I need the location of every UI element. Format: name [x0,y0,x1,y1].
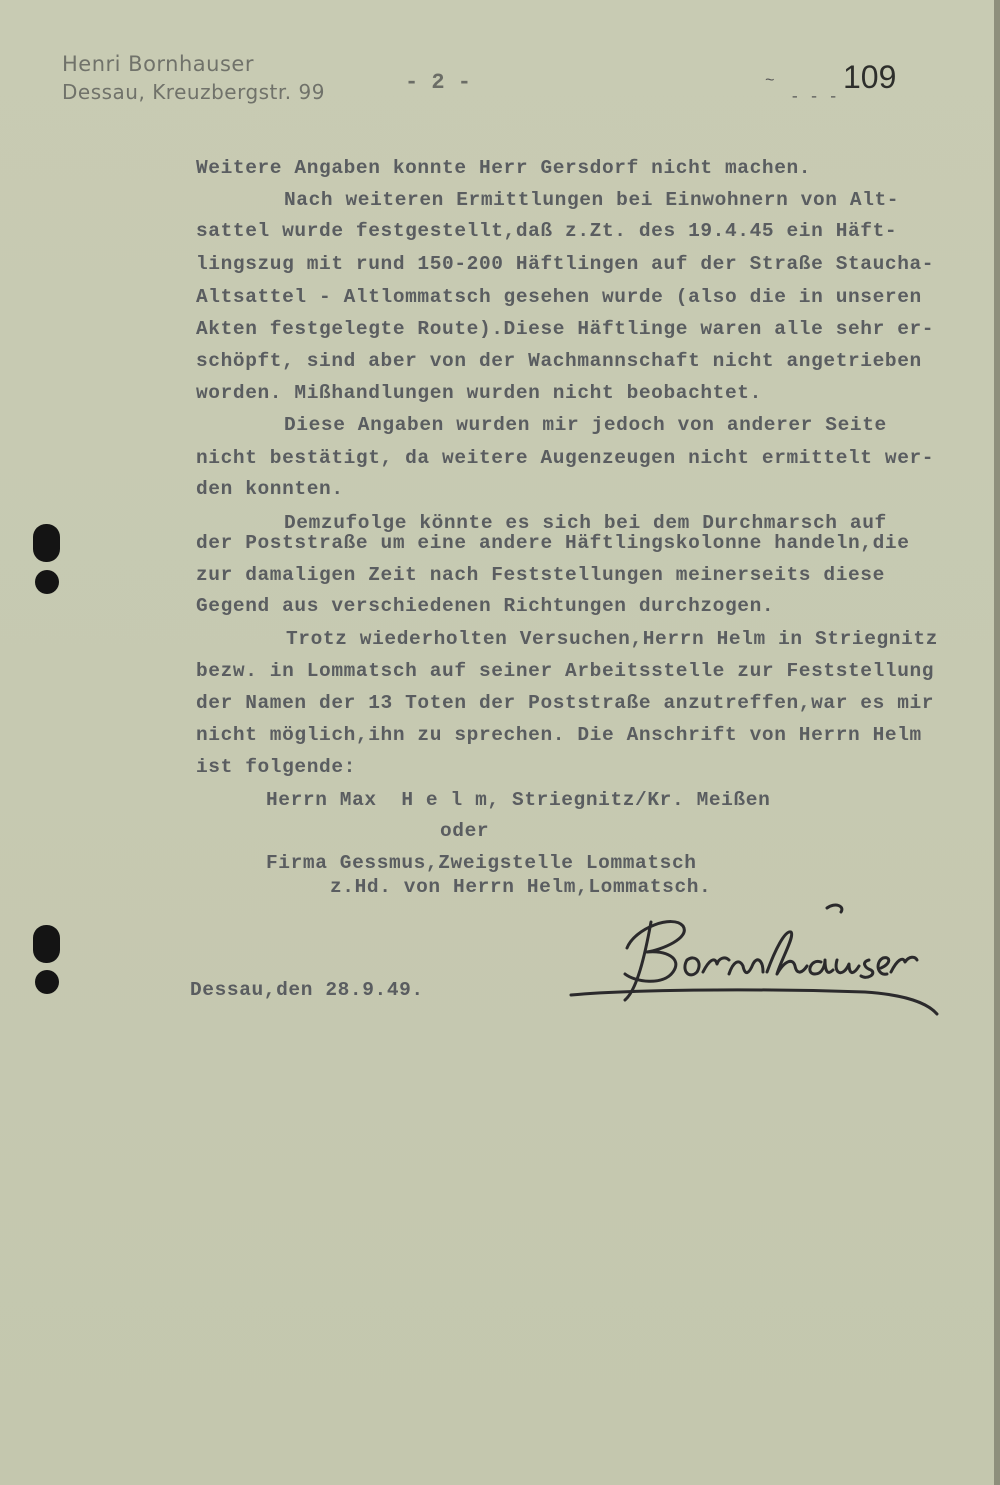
body-line: Nach weiteren Ermittlungen bei Einwohnern von Alt- [284,189,900,211]
punch-hole [33,925,60,963]
body-line: der Poststraße um eine andere Häftlingskolonne handeln,die [196,532,910,554]
body-line: Akten festgelegte Route).Diese Häftlinge waren alle sehr er- [196,318,935,340]
pencil-mark: ~ [765,72,775,90]
address-line: Herrn Max H e l m, Striegnitz/Kr. Meißen [266,789,771,811]
body-line: zur damaligen Zeit nach Feststellungen meinerseits diese [196,564,885,586]
body-line: Altsattel - Altlommatsch gesehen wurde (also die in unseren [196,286,922,308]
address-line: Firma Gessmus,Zweigstelle Lommatsch [266,852,697,874]
page-edge [994,0,1000,1485]
letterhead-name: Henri Bornhauser [62,52,254,76]
letterhead-address: Dessau, Kreuzbergstr. 99 [62,80,325,104]
body-line: Weitere Angaben konnte Herr Gersdorf nicht machen. [196,157,812,179]
punch-hole [33,524,60,562]
date-line: Dessau,den 28.9.49. [190,979,424,1001]
punch-hole [35,970,59,994]
pencil-mark: - - - [790,88,839,106]
body-line: den konnten. [196,478,344,500]
body-line: bezw. in Lommatsch auf seiner Arbeitsstelle zur Feststellung [196,660,935,682]
body-line: Trotz wiederholten Versuchen,Herrn Helm in Striegnitz [286,628,939,650]
body-line: schöpft, sind aber von der Wachmannschaft nicht angetrieben [196,350,922,372]
body-line: Demzufolge könnte es sich bei dem Durchmarsch auf [284,512,887,534]
punch-hole [35,570,59,594]
body-line: ist folgende: [196,756,356,778]
body-line: der Namen der 13 Toten der Poststraße anzutreffen,war es mir [196,692,935,714]
body-line: Gegend aus verschiedenen Richtungen durchzogen. [196,595,775,617]
body-line: sattel wurde festgestellt,daß z.Zt. des 19.4.45 ein Häft- [196,220,898,242]
signature [565,900,945,1025]
address-line: oder [440,820,490,842]
address-line: z.Hd. von Herrn Helm,Lommatsch. [330,876,712,898]
body-line: worden. Mißhandlungen wurden nicht beobachtet. [196,382,762,404]
body-line: nicht möglich,ihn zu sprechen. Die Anschrift von Herrn Helm [196,724,922,746]
folio-number: 109 [843,59,897,95]
body-line: Diese Angaben wurden mir jedoch von anderer Seite [284,414,887,436]
page-marker: - 2 - [405,70,472,95]
body-line: lingszug mit rund 150-200 Häftlingen auf der Straße Staucha- [196,253,935,275]
body-line: nicht bestätigt, da weitere Augenzeugen nicht ermittelt wer- [196,447,935,469]
